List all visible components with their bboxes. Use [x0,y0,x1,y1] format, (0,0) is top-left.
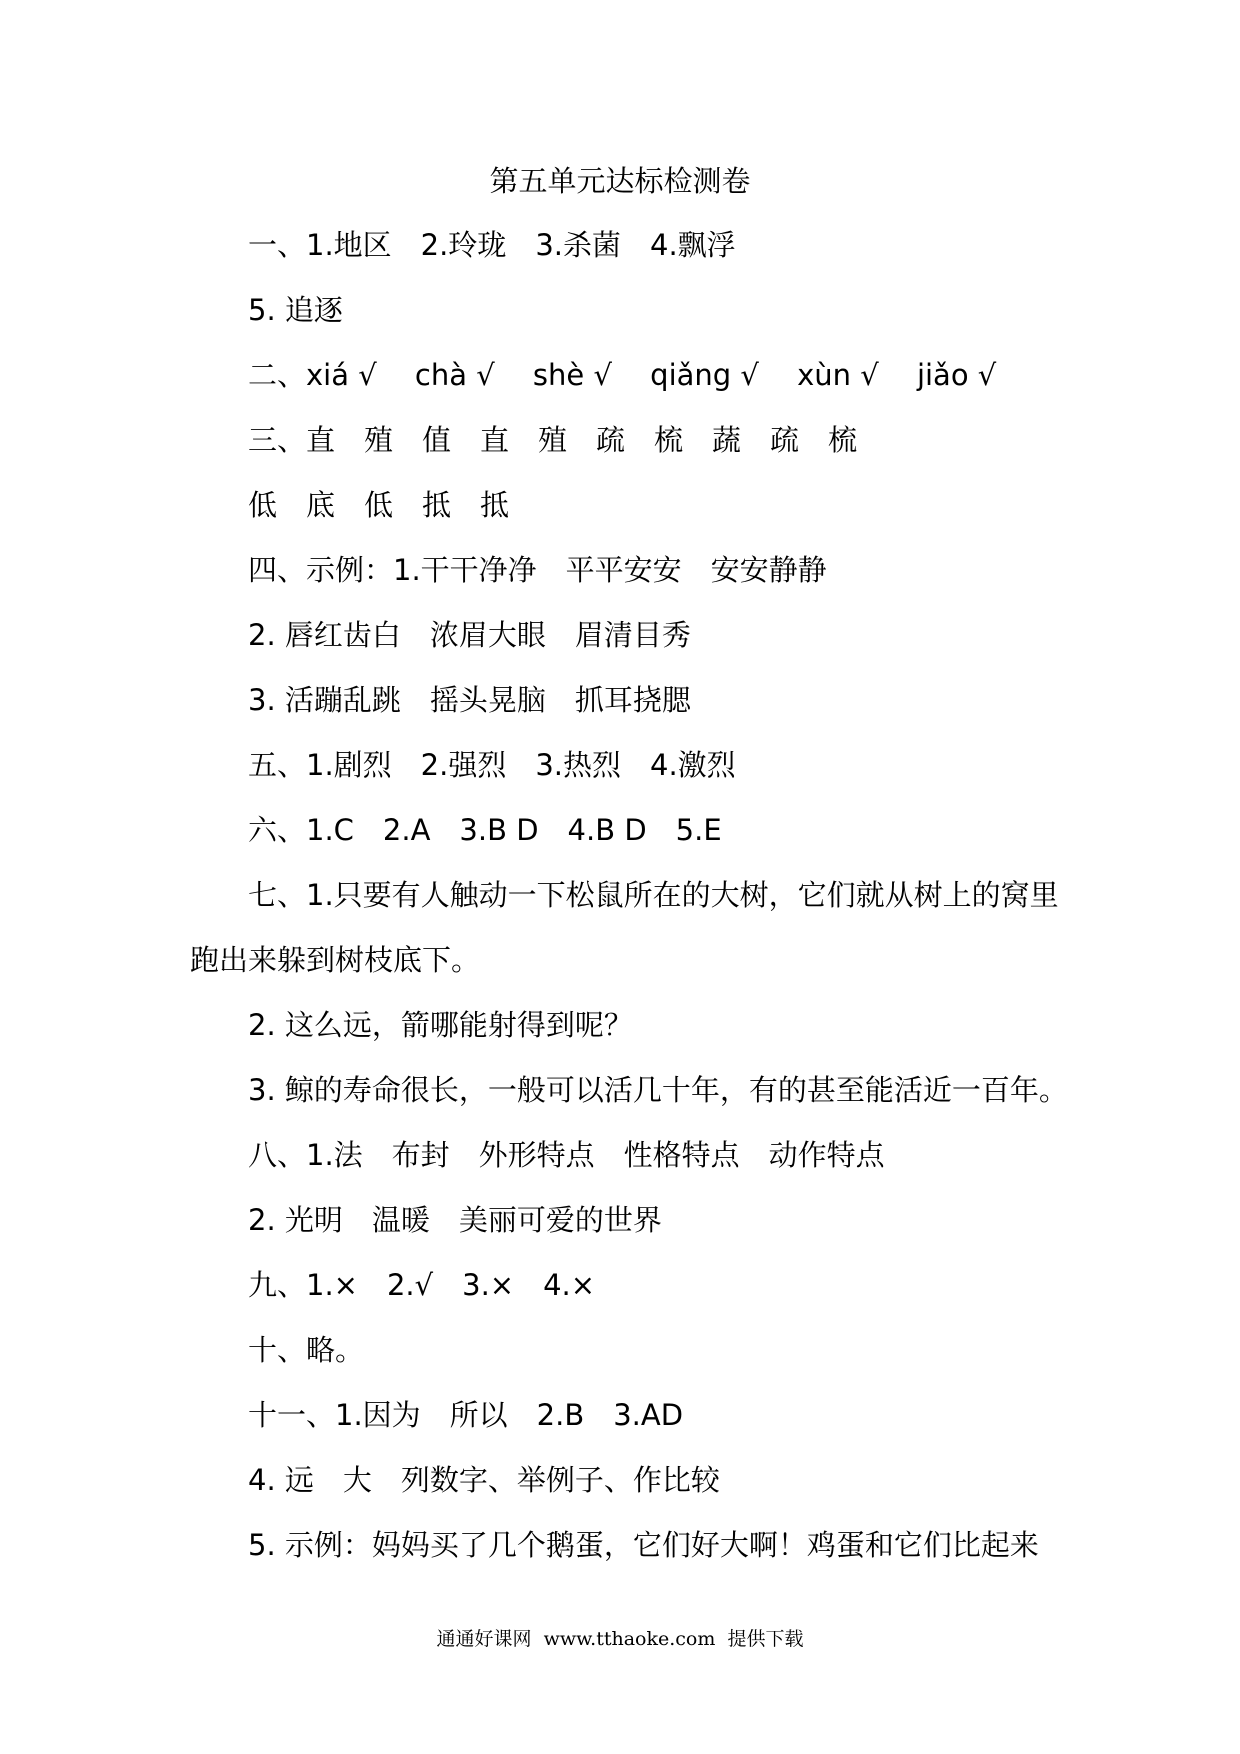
answer-line: 九、1.× 2.√ 3.× 4.× [248,1268,596,1302]
answer-line: 4. 远 大 列数字、举例子、作比较 [248,1463,720,1497]
answer-line: 四、示例：1.干干净净 平平安安 安安静静 [248,553,827,587]
answer-line: 2. 光明 温暖 美丽可爱的世界 [248,1203,662,1237]
answer-line: 低 底 低 抵 抵 [248,488,510,522]
answer-line: 二、xiá √ chà √ shè √ qiǎng √ xùn √ jiǎo √ [248,358,997,392]
answer-line: 六、1.C 2.A 3.B D 4.B D 5.E [248,813,722,847]
answer-line: 跑出来躲到树枝底下。 [190,943,481,977]
page-footer: 通通好课网 www.tthaoke.com 提供下载 [436,1628,804,1650]
answer-line: 八、1.法 布封 外形特点 性格特点 动作特点 [248,1138,885,1172]
answer-line: 2. 这么远，箭哪能射得到呢？ [248,1008,633,1042]
answer-line: 五、1.剧烈 2.强烈 3.热烈 4.激烈 [248,748,736,782]
answer-line: 5. 示例：妈妈买了几个鹅蛋，它们好大啊！鸡蛋和它们比起来 [248,1528,1039,1562]
answer-line: 3. 活蹦乱跳 摇头晃脑 抓耳挠腮 [248,683,691,717]
answer-line: 三、直 殖 值 直 殖 疏 梳 蔬 疏 梳 [248,423,858,457]
answer-line: 2. 唇红齿白 浓眉大眼 眉清目秀 [248,618,691,652]
page-title: 第五单元达标检测卷 [489,164,751,198]
answer-line: 一、1.地区 2.玲珑 3.杀菌 4.飘浮 [248,228,736,262]
answer-line: 5. 追逐 [248,293,343,327]
answer-line: 十一、1.因为 所以 2.B 3.AD [248,1398,684,1432]
answer-line: 十、略。 [248,1333,365,1367]
answer-line: 3. 鲸的寿命很长，一般可以活几十年，有的甚至能活近一百年。 [248,1073,1068,1107]
answer-line: 七、1.只要有人触动一下松鼠所在的大树，它们就从树上的窝里 [248,878,1059,912]
